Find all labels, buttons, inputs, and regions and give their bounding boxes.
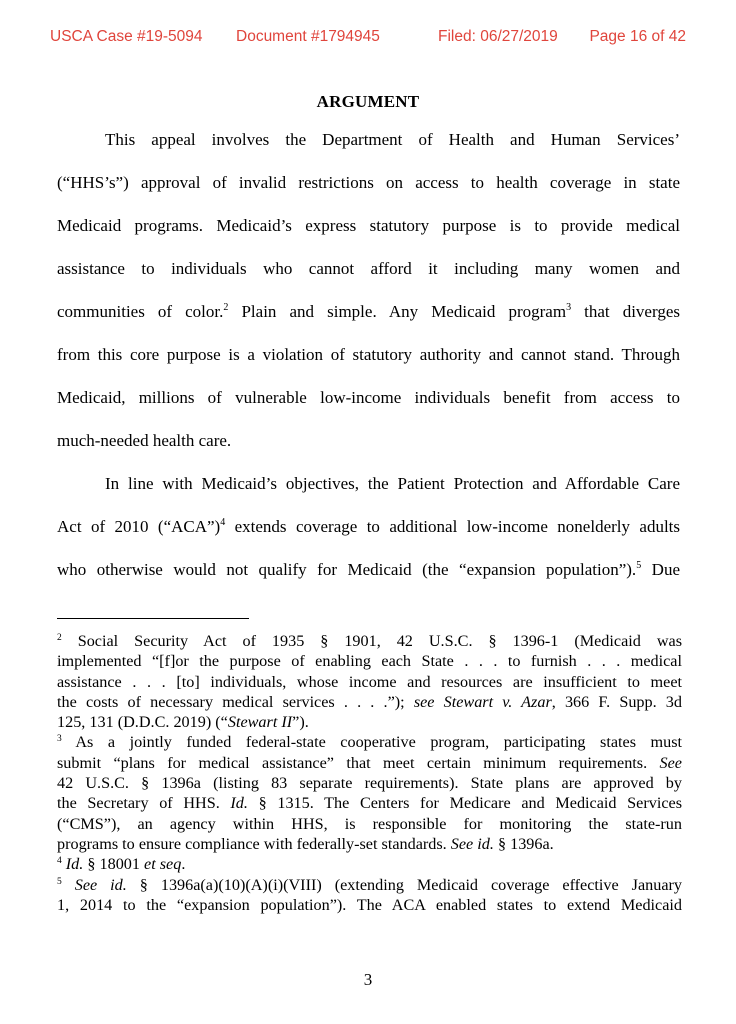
footnote-line: (“CMS”), an agency within HHS, is responsible for monitoring the state-run: [57, 814, 682, 833]
paragraph-2: [57, 474, 680, 603]
footnote-line: $^5$ See id. § 1396a(a)(10)(A)(i)(VIII) (extending Medicaid coverage effective January: [57, 875, 683, 894]
footnote-4: [57, 854, 682, 874]
paragraph-1: [57, 130, 680, 474]
filed-date: Filed: 06/27/2019: [438, 28, 558, 45]
footnote-line: 125, 131 (D.D.C. 2019) (“Stewart II”).: [57, 713, 309, 732]
document-number: Document #1794945: [236, 28, 380, 45]
text-line: who otherwise would not qualify for Medicaid (the “expansion population”).$^5$ Due: [57, 560, 680, 579]
footnote-separator: [57, 618, 249, 619]
footnote-ref-4: 4: [220, 517, 226, 528]
footnote-2: [57, 631, 682, 732]
footnote-line: submit “plans for medical assistance” that meet certain minimum requirements. See: [57, 753, 682, 772]
footnote-line: the Secretary of HHS. Id. § 1315. The Centers for Medicare and Medicaid Services: [57, 794, 682, 813]
footnote-line: 42 U.S.C. § 1396a (listing 83 separate requirements). State plans are approved by: [57, 774, 682, 793]
footnote-line: programs to ensure compliance with federally-set standards. See id. § 1396a.: [57, 834, 554, 853]
footnote-ref-5: 5: [636, 560, 642, 571]
text-line: assistance to individuals who cannot afford it including many women and: [57, 259, 680, 278]
footnote-line: assistance . . . [to] individuals, whose income and resources are insufficient to meet: [57, 672, 682, 691]
footnote-line: 1, 2014 to the “expansion population”). The ACA enabled states to extend Medicaid: [57, 895, 682, 914]
text-line: (“HHS’s”) approval of invalid restrictions on access to health coverage in state: [57, 173, 680, 192]
footnote-ref-3: 3: [566, 302, 572, 313]
text-line: from this core purpose is a violation of statutory authority and cannot stand. Through: [57, 345, 680, 364]
footnote-3: [57, 732, 682, 854]
footnote-line: implemented “[f]or the purpose of enabling each State . . . to furnish . . . medical: [57, 652, 682, 671]
text-line: much-needed health care.: [57, 431, 232, 450]
footnote-5: [57, 875, 682, 916]
text-line: This appeal involves the Department of Health and Human Services’: [105, 130, 680, 149]
section-heading: ARGUMENT: [316, 92, 420, 111]
page-number: 3: [363, 970, 373, 989]
footnote-line: $^3$ As a jointly funded federal-state cooperative program, participating states must: [57, 733, 682, 752]
footnote-ref-2: 2: [223, 302, 229, 313]
text-line: Medicaid, millions of vulnerable low-income individuals benefit from access to: [57, 388, 680, 407]
footnote-line: the costs of necessary medical services . . . .”); see Stewart v. Azar, 366 F. Supp. 3d: [57, 692, 682, 711]
footnotes: [57, 631, 682, 915]
text-line: Act of 2010 (“ACA”)$^4$ extends coverage to additional low-income nonelderly adults: [57, 517, 681, 536]
text-line: In line with Medicaid’s objectives, the Patient Protection and Affordable Care: [105, 474, 680, 493]
footnote-line: $^4$ Id. § 18001 et seq.: [57, 855, 186, 874]
text-line: Medicaid programs. Medicaid’s express statutory purpose is to provide medical: [57, 216, 680, 235]
case-number: USCA Case #19-5094: [50, 28, 203, 45]
page-count: Page 16 of 42: [589, 28, 686, 45]
text-line: communities of color.$^2$ Plain and simple. Any Medicaid program$^3$ that diverges: [57, 302, 680, 321]
footnote-line: $^2$ Social Security Act of 1935 § 1901, 42 U.S.C. § 1396-1 (Medicaid was: [57, 632, 682, 650]
court-filing-header: [50, 28, 686, 50]
